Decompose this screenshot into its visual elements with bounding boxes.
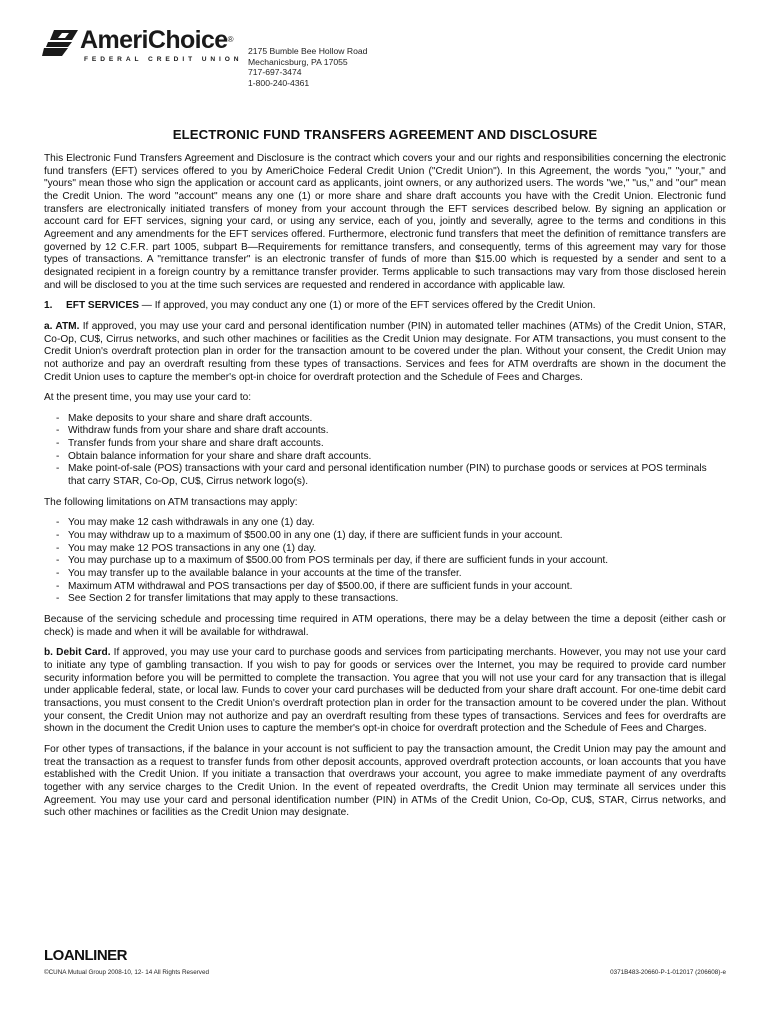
brand-name: AmeriChoice®	[80, 26, 233, 54]
phone-local: 717-697-3474	[248, 67, 302, 78]
list-item: - You may transfer up to the available balance in your accounts at the time of the transfer.	[44, 568, 726, 581]
list-item: - You may make 12 POS transactions in any one (1) day.	[44, 543, 726, 556]
loanliner-logo: LOANLINER	[44, 947, 127, 964]
card-uses-list	[44, 413, 726, 489]
list-item: - Withdraw funds from your share and share draft accounts.	[44, 425, 726, 438]
address-line: 2175 Bumble Bee Hollow Road	[248, 46, 368, 56]
section-1-paragraph	[44, 300, 726, 313]
address-line: Mechanicsburg, PA 17055	[248, 56, 348, 67]
atm-text: If approved, you may use your card and personal identification number (PIN) in automated teller machines (ATMs) of the Credit Union, STAR, Co-Op, CU$, Cirrus networks, and such other machines or facilities as the Credit Union may designate. For ATM transactions, you must consent to the Credit Union's overdraft protection plan in order for the transaction amount to be covered under the plan. Without your consent, the Credit Union may not authorize and pay an overdraft resulting from these types of transactions. Services and fees for ATM overdrafts are shown in the document the Credit Union uses to capture the member's opt-in choice for overdraft protection and the Schedule of Fees and Charges.	[44, 320, 726, 383]
list-item: - Make point-of-sale (POS) transactions with your card and personal identification number (PIN) to purchase goods or services at POS terminals that carry STAR, Co-Op, CU$, Cirrus network logo(s).	[44, 463, 726, 488]
debit-card-label: b. Debit Card.	[44, 647, 111, 659]
present-time-paragraph: At the present time, you may use your card to:	[44, 392, 252, 404]
limits-intro-paragraph: The following limitations on ATM transactions may apply:	[44, 496, 298, 508]
list-item: - Make deposits to your share and share draft accounts.	[44, 413, 726, 426]
list-item: - You may purchase up to a maximum of $500.00 from POS terminals per day, if there are sufficient funds in your account.	[44, 555, 726, 568]
address-block	[248, 46, 367, 88]
atm-label: a. ATM.	[44, 320, 80, 332]
debit-card-paragraph	[44, 647, 726, 736]
section-heading: EFT SERVICES	[66, 300, 139, 312]
delay-paragraph: Because of the servicing schedule and processing time required in ATM operations, there may be a delay between the time a deposit (either cash or check) is made and when it will be available for withdrawal.	[44, 614, 726, 638]
list-item: - Maximum ATM withdrawal and POS transactions per day of $500.00, if there are sufficient funds in your account.	[44, 581, 726, 594]
other-transactions-paragraph: For other types of transactions, if the balance in your account is not sufficient to pay the transaction amount, the Credit Union may pay the amount and treat the transaction as a request to transfer funds from other deposit accounts, approved overdraft protection accounts, or loan accounts that you have established with the Credit Union. If you initiate a transaction that overdraws your account, you agree to make immediate payment of any overdrafts together with any service charges to the Credit Union. In the event of repeated overdrafts, the Credit Union may terminate all services under this Agreement. You may use your card and personal identification number (PIN) in ATMs of the Credit Union, Co-Op, CU$, STAR, Cirrus networks, and such other machines or facilities as the Credit Union may designate.	[44, 743, 726, 819]
atm-limits-list	[44, 517, 726, 606]
brand-subtitle: FEDERAL CREDIT UNION	[84, 56, 243, 63]
atm-paragraph	[44, 321, 726, 384]
intro-paragraph: This Electronic Fund Transfers Agreement and Disclosure is the contract which covers your and our rights and responsibilities concerning the electronic fund transfers (EFT) services offered to you by AmeriChoice Federal Credit Union ("Credit Union"). In this Agreement, the words "you," "your," and "yours" mean those who sign the application or account card as applicants, joint owners, or any authorized users. The words "we," "us," and "our" mean the Credit Union. The word "account" means any one (1) or more share and share draft accounts you have with the Credit Union. Electronic fund transfers are electronically initiated transfers of money from your account through the EFT services described below. By signing an application or account card for EFT services, signing your card, or using any service, each of you, jointly and severally, agree to the terms and conditions in this Agreement and any amendments for the EFT services offered. Furthermore, electronic fund transfers that meet the definition of remittance transfers are governed by 12 C.F.R. part 1005, subpart B—Requirements for remittance transfers, and consequently, terms of this agreement may vary for those types of transactions. A "remittance transfer" is an electronic transfer of funds of more than $15.00 which is requested by a sender and sent to a designated recipient in a foreign country by a remittance transfer provider. Terms applicable to such transactions may vary from those disclosed herein and will be disclosed to you at the time such services are requested and rendered in accordance with applicable law.	[44, 153, 726, 291]
list-item: - Transfer funds from your share and share draft accounts.	[44, 438, 726, 451]
list-item: - You may withdraw up to a maximum of $500.00 in any one (1) day, if there are sufficient funds in your account.	[44, 530, 726, 543]
form-code: 0371B483-20660-P-1-012017 (206608)-e	[610, 969, 726, 976]
document-title: ELECTRONIC FUND TRANSFERS AGREEMENT AND DISCLOSURE	[172, 127, 598, 142]
americhoice-logo-icon	[42, 28, 78, 58]
list-item: - Obtain balance information for your share and share draft accounts.	[44, 451, 726, 464]
list-item: - See Section 2 for transfer limitations that may apply to these transactions.	[44, 593, 726, 606]
document-body	[44, 127, 726, 828]
debit-card-text: If approved, you may use your card to purchase goods and services from participating merchants. However, you may not use your card to initiate any type of gambling transaction. If you wish to pay for goods or services over the Internet, you may be required to provide card number security information before you will be permitted to complete the transaction. You agree that you will not use your card for any transaction that is illegal under applicable federal, state, or local law. Funds to cover your card purchases will be deducted from your share draft account. For one-time debit card transactions, you must consent to the Credit Union's overdraft protection plan in order for the transaction amount to be covered under the plan. Without your consent, the Credit Union may not authorize and pay an overdraft resulting from these types of transactions. Services and fees for overdrafts are shown in the document the Credit Union uses to capture the member's opt-in choice for overdraft protection and the Schedule of Fees and Charges.	[44, 647, 726, 735]
copyright-notice: ©CUNA Mutual Group 2008-10, 12- 14 All Rights Reserved	[44, 969, 209, 976]
phone-tollfree: 1-800-240-4361	[248, 77, 310, 88]
list-item: - You may make 12 cash withdrawals in any one (1) day.	[44, 517, 726, 530]
letterhead	[42, 22, 372, 88]
section-number: 1.	[44, 300, 53, 312]
section-text: — If approved, you may conduct any one (1) or more of the EFT services offered by the Credit Union.	[138, 300, 596, 312]
